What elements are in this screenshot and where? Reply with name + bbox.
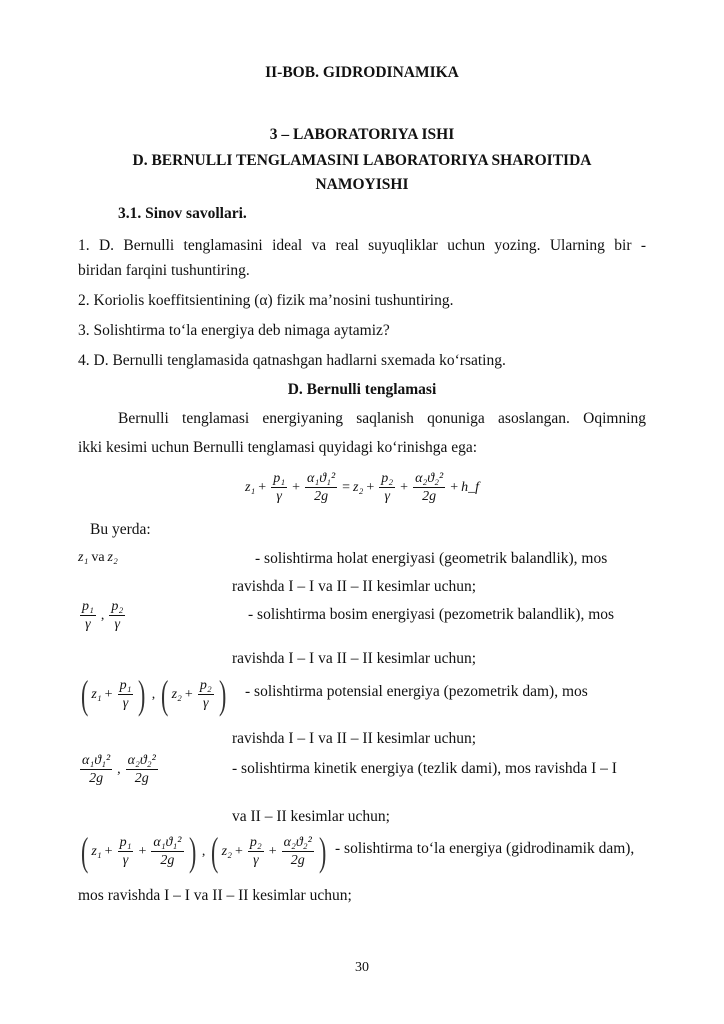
numerator: p₁ [119,835,132,850]
symbol: z₁ [78,550,89,565]
parenthesis: ( [161,672,169,717]
numerator: p₂ [111,599,124,614]
operator: , [151,687,156,702]
symbol: z₂ [107,550,118,565]
operator: + [104,687,113,702]
fraction [80,598,96,634]
operator: + [366,480,375,495]
denominator: 2g [160,853,175,868]
fraction [248,834,264,870]
denominator: γ [203,696,209,711]
numerator: α₂ϑ₂² [283,835,312,850]
fraction [271,470,287,506]
definition-text: - solishtirma bosim energiyasi (pezometrik balandlik), mos [248,606,615,623]
lab-subtitle-line1: D. BERNULLI TENGLAMASINI LABORATORIYA SHAROITIDA [132,152,592,169]
symbol: z₂ [171,687,182,702]
chapter-title: II-BOB. GIDRODINAMIKA [265,64,459,81]
definition-text: - solishtirma to‘la energiya (gidrodinamik dam), [335,840,635,857]
definition-text-cont: ravishda I – I va II – II kesimlar uchun; [232,730,477,747]
operator: = [342,480,351,495]
fraction [109,598,125,634]
lab-title: 3 – LABORATORIYA ISHI [269,126,455,143]
fraction [118,677,134,713]
operator: + [104,844,113,859]
definition-text: - solishtirma potensial energiya (pezometrik dam), mos [245,683,588,700]
section-heading: 3.1. Sinov savollari. [118,205,247,222]
definition-text-cont: ravishda I – I va II – II kesimlar uchun; [232,650,477,667]
definition-text-cont: va II – II kesimlar uchun; [232,808,390,825]
denominator: γ [114,617,121,632]
question-3: 3. Solishtirma to‘la energiya deb nimaga aytamiz? [78,322,390,339]
definition-text-cont: ravishda I – I va II – II kesimlar uchun; [232,578,477,595]
parenthesis: ) [138,672,146,717]
parenthesis: ( [80,829,89,874]
bernoulli-heading: D. Bernulli tenglamasi [287,381,437,398]
parenthesis: ( [80,672,89,717]
definition-text: - solishtirma kinetik energiya (tezlik dami), mos ravishda I – I [232,760,617,777]
operator: + [184,687,193,702]
numerator: α₁ϑ₁² [82,753,111,768]
symbol: z₂ [353,480,364,495]
definition-text: - solishtirma holat energiyasi (geometrik balandlik), mos [255,550,608,567]
fraction [379,470,395,506]
definition-formula [78,752,160,788]
numerator: p₂ [249,835,262,850]
parenthesis: ) [188,829,196,874]
operator: , [100,608,105,623]
fraction [413,470,445,506]
operator: + [258,480,267,495]
denominator: γ [276,489,282,504]
denominator: γ [85,617,91,632]
fraction [126,752,158,788]
denominator: γ [253,853,259,868]
numerator: p₁ [82,599,94,614]
denominator: 2g [134,771,149,786]
definition-text-cont: mos ravishda I – I va II – II kesimlar uchun; [78,887,352,904]
question-4: 4. D. Bernulli tenglamasida qatnashgan hadlarni sxemada ko‘rsating. [78,352,506,369]
paragraph-line1: Bernulli tenglamasi energiyaning saqlanish qonuniga asoslangan. Oqimning [118,410,646,427]
definition-formula [78,829,329,874]
denominator: γ [384,489,390,504]
numerator: α₂ϑ₂² [415,471,444,486]
question-1: 1. D. Bernulli tenglamasini ideal va real suyuqliklar uchun yozing. Ularning bir - [78,237,646,254]
numerator: p₁ [273,471,286,486]
denominator: 2g [89,771,104,786]
operator: + [292,480,300,495]
operator: , [117,762,121,777]
operator: + [450,480,459,495]
parenthesis: ) [218,672,227,717]
definition-formula [78,672,229,717]
numerator: p₁ [119,678,132,693]
parenthesis: ) [318,829,327,874]
denominator: 2g [314,489,329,504]
denominator: 2g [290,853,305,868]
numerator: α₂ϑ₂² [127,753,156,768]
operator: + [234,844,243,859]
symbol: z₂ [221,844,232,859]
fraction [80,752,112,788]
definition-formula [78,598,127,634]
definition-formula [78,550,118,566]
paragraph-line2: ikki kesimi uchun Bernulli tenglamasi quyidagi ko‘rinishga ega: [78,439,478,456]
fraction [118,834,134,870]
lab-subtitle-line2: NAMOYISHI [315,176,409,193]
numerator: α₁ϑ₁² [153,835,182,850]
symbol: z₁ [91,844,102,859]
operator: , [201,844,206,859]
operator: + [400,480,409,495]
fraction [305,470,337,506]
denominator: γ [122,853,129,868]
fraction [151,834,183,870]
operator: va [91,550,105,565]
denominator: γ [122,696,129,711]
question-2: 2. Koriolis koeffitsientining (α) fizik ma’nosini tushuntiring. [78,292,454,309]
operator: + [268,844,277,859]
question-1-cont: biridan farqini tushuntiring. [78,262,250,279]
symbol: z₁ [91,687,102,702]
fraction [198,677,214,713]
denominator: 2g [422,489,437,504]
page-number: 30 [355,960,369,975]
main-equation-wrap [0,470,724,506]
operator: + [138,844,147,859]
parenthesis: ( [211,829,219,874]
symbol: z₁ [244,480,256,495]
numerator: α₁ϑ₁² [306,471,336,486]
symbol: h_f [461,480,480,495]
main-equation [245,470,479,506]
where-label: Bu yerda: [90,521,151,538]
numerator: p₂ [199,678,212,693]
fraction [282,834,314,870]
numerator: p₂ [381,471,394,486]
